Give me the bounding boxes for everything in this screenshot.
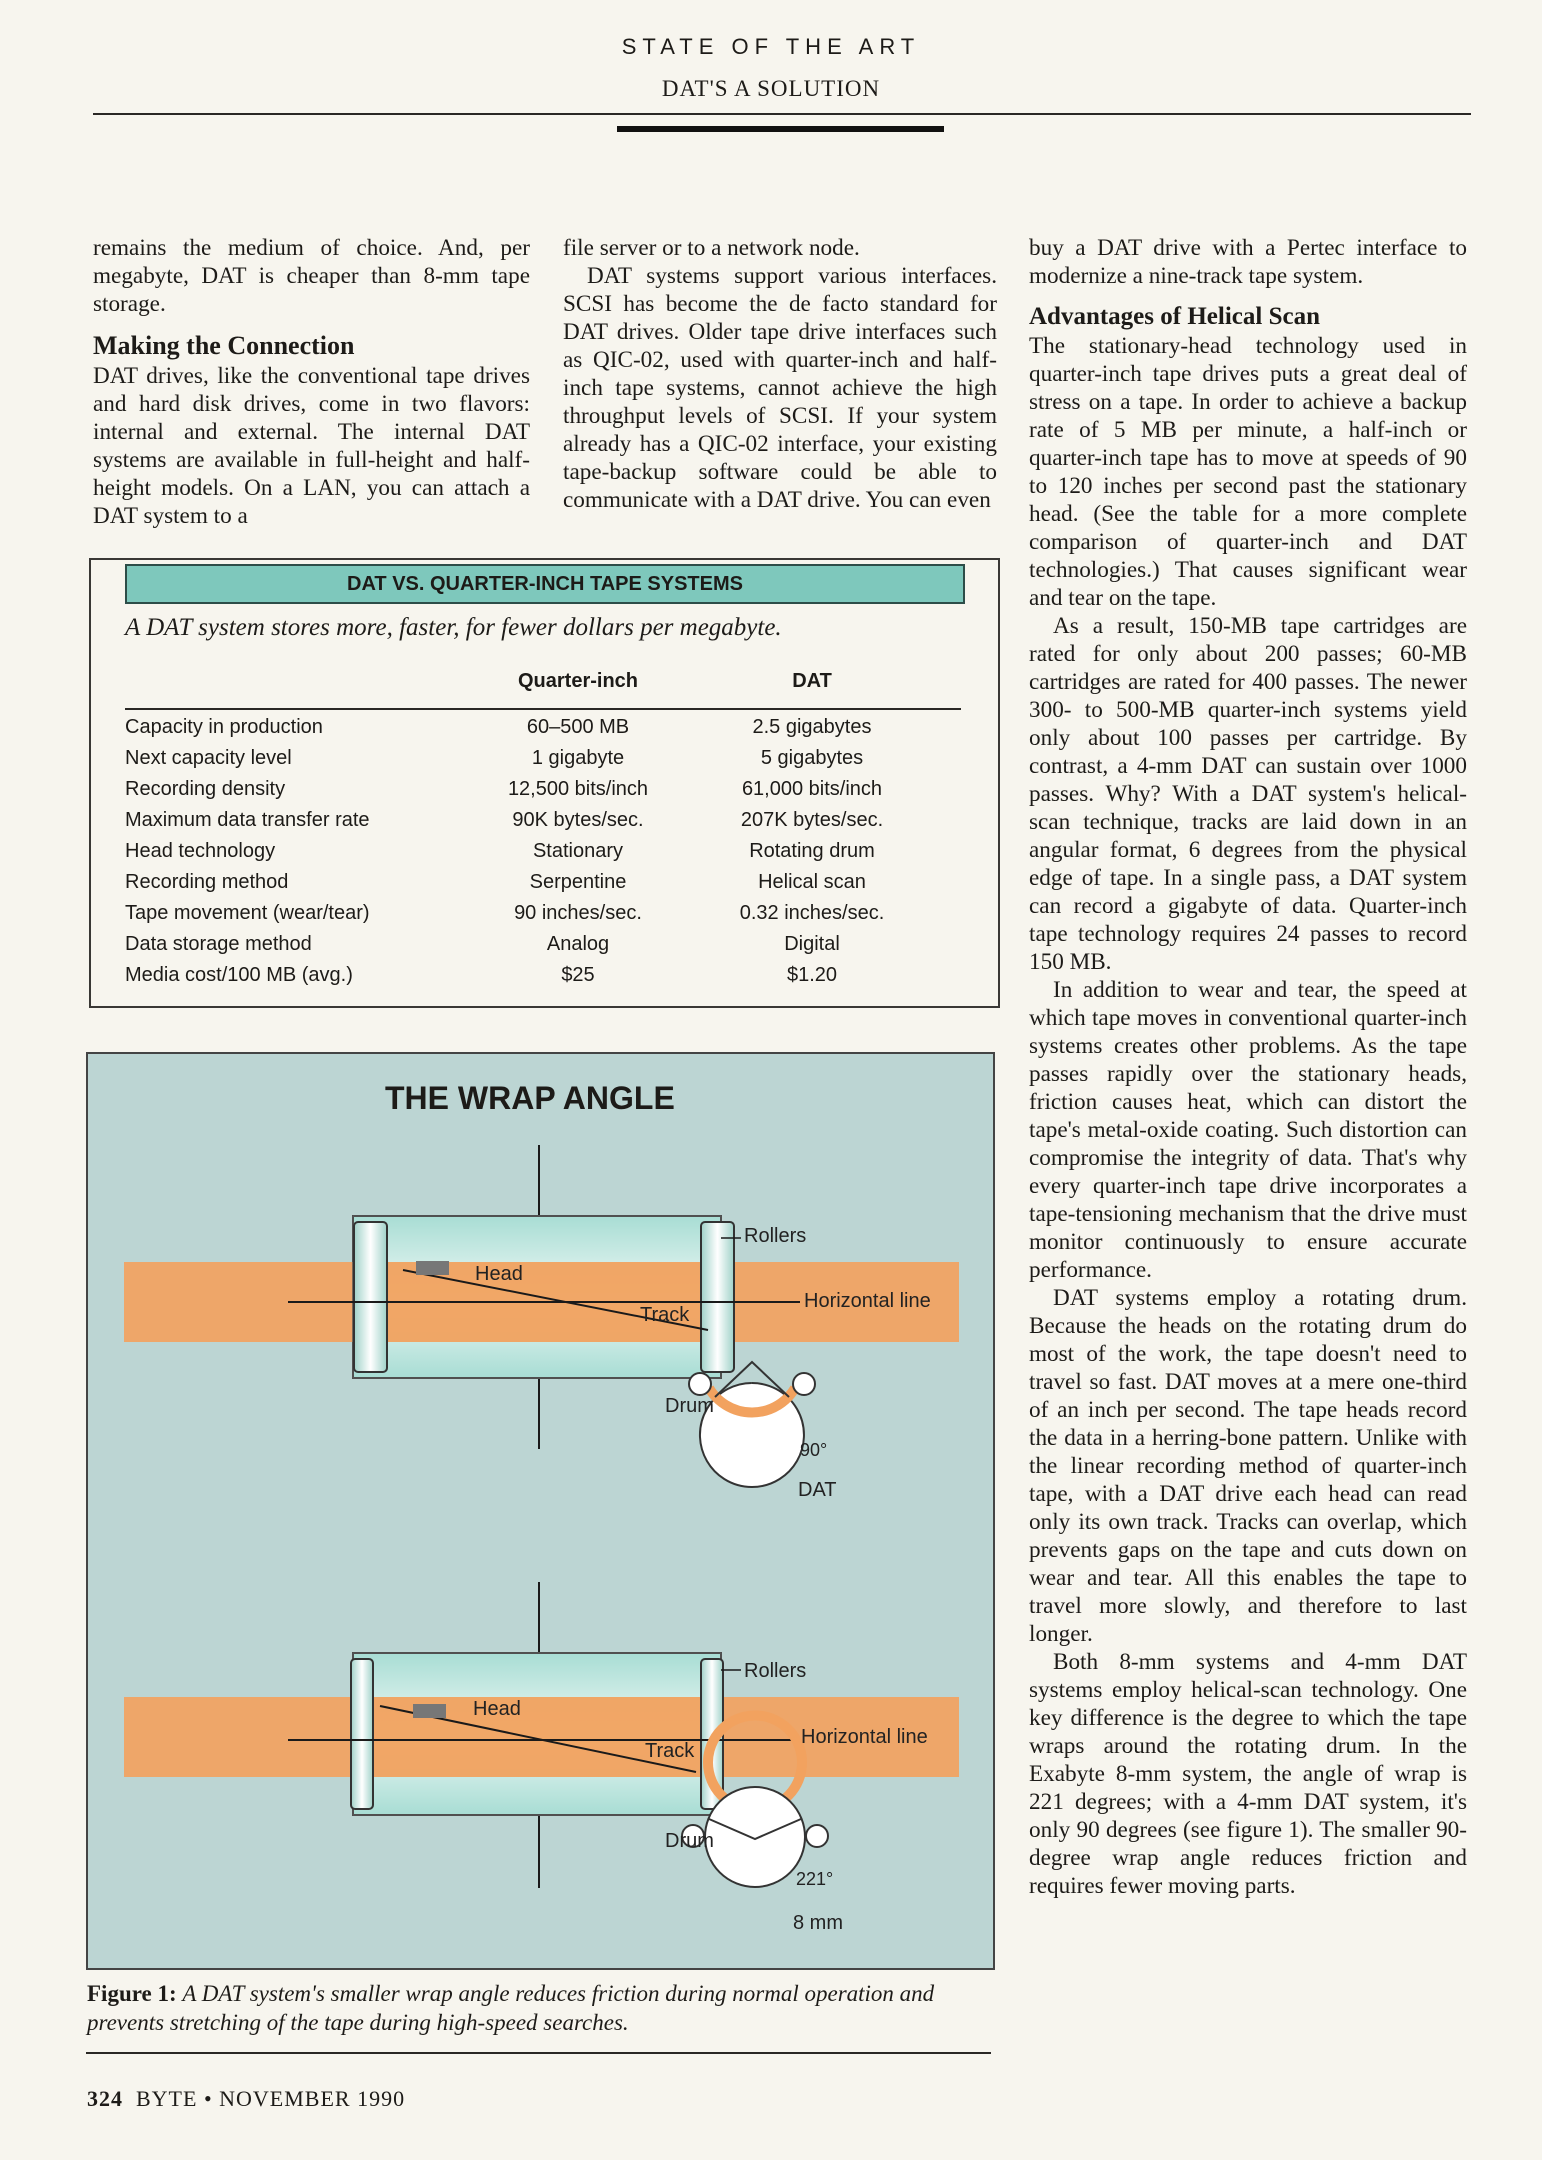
column-2 [563, 234, 997, 514]
label-system-8mm: 8 mm [793, 1912, 843, 1934]
paragraph: In addition to wear and tear, the speed at which tape moves in conventional quarter-inch systems creates other problems. As the tape passes rapidly over the stationary heads, friction causes heat, which can distort the tape's metal-oxide coating. Such distortion can compromise the integrity of data. That's why every quarter-inch tape drive incorporates a tape-tensioning mechanism that the drive must monitor continuously to ensure accurate performance. [1029, 977, 1467, 1283]
table-cell-quarter-inch: 12,500 bits/inch [507, 778, 649, 800]
wrap-angle-diagram [88, 1054, 993, 1968]
paragraph: file server or to a network node. [563, 235, 860, 261]
table-cell-quarter-inch: 90K bytes/sec. [512, 809, 644, 831]
paragraph: buy a DAT drive with a Pertec interface to modernize a nine-track tape system. [1029, 235, 1467, 289]
table-cell-dat: 2.5 gigabytes [752, 716, 872, 738]
figure-caption [87, 1979, 1007, 2037]
header-thick-rule [617, 126, 944, 132]
paragraph: DAT systems support various interfaces. SCSI has become the de facto standard for DAT drives. Older tape drive interfaces such as QIC-02, used with quarter-inch and half-inch tape systems, cannot achieve the high throughput levels of SCSI. If your system already has a QIC-02 interface, your existing tape-backup software could be able to communicate with a DAT drive. You can even [563, 263, 997, 513]
table-cell-dat: 61,000 bits/inch [741, 778, 883, 800]
table-row-label: Recording density [125, 778, 286, 800]
column-3 [1029, 234, 1467, 1900]
table-cell-quarter-inch: Serpentine [529, 871, 627, 893]
head-marker-top [416, 1261, 449, 1275]
label-angle-dat: 90° [800, 1440, 828, 1460]
table-row [125, 805, 961, 836]
footer-text: BYTE • NOVEMBER 1990 [136, 2086, 406, 2111]
table-row-label: Data storage method [125, 933, 312, 955]
roller-left-top [354, 1222, 387, 1372]
table-header-dat: DAT [792, 670, 832, 692]
table-header-rule [125, 708, 961, 710]
table-cell-dat: Rotating drum [749, 840, 875, 862]
table-row [125, 774, 961, 805]
subhead-helical-scan: Advantages of Helical Scan [1029, 303, 1320, 330]
label-rollers-top: Rollers [744, 1225, 807, 1247]
table-row [125, 743, 961, 774]
table-row-label: Maximum data transfer rate [125, 809, 370, 831]
paragraph: Both 8-mm systems and 4-mm DAT systems employ helical-scan technology. One key difference is the degree to which the tape wraps around the rotating drum. In the Exabyte 8-mm system, the angle of wrap is 221 degrees; with a 4-mm DAT system, it's only 90 degrees (see figure 1). The smaller 90-degree wrap angle reduces friction and requires fewer moving parts. [1029, 1649, 1467, 1899]
label-system-dat: DAT [798, 1479, 837, 1501]
paragraph: remains the medium of choice. And, per megabyte, DAT is cheaper than 8-mm tape storage. [93, 235, 530, 317]
running-head-section: DAT'S A SOLUTION [661, 76, 881, 101]
page-footer [87, 2086, 405, 2112]
header-rule [93, 113, 1471, 115]
table-header-quarter-inch: Quarter-inch [517, 670, 639, 692]
label-track-top: Track [640, 1304, 690, 1326]
roller-right-top [701, 1222, 734, 1372]
caption-label: Figure 1: [87, 1981, 177, 2006]
paragraph: DAT systems employ a rotating drum. Because the heads on the rotating drum do most of the work, the tape doesn't need to travel so fast. DAT moves at a mere one-third of an inch per second. The tape heads record the data in a herring-bone pattern. Unlike with the linear recording method of quarter-inch tape, with a DAT drive each head can read only its own track. Tracks can overlap, which prevents gaps on the tape and cuts down on wear and tear. All this enables the tape to travel more slowly, and therefore to last longer. [1029, 1285, 1467, 1647]
caption-text: A DAT system's smaller wrap angle reduces friction during normal operation and prevents stretching of the tape during high-speed searches. [87, 1981, 935, 2035]
table-row-label: Head technology [125, 840, 276, 862]
table-row [125, 929, 961, 960]
label-rollers-bottom: Rollers [744, 1660, 807, 1682]
table-cell-dat: 207K bytes/sec. [740, 809, 884, 831]
table-body [125, 712, 961, 991]
table-cell-dat: Helical scan [758, 871, 866, 893]
paragraph: The stationary-head technology used in quarter-inch tape drives puts a great deal of stress on a tape. In order to achieve a backup rate of 5 MB per minute, a half-inch or quarter-inch tape has to move at speeds of 90 to 120 inches per second past the stationary head. (See the table for a more complete comparison of quarter-inch and DAT technologies.) That causes significant wear and tear on the tape. [1029, 333, 1467, 611]
table-row-label: Media cost/100 MB (avg.) [125, 964, 353, 986]
table-row-label: Tape movement (wear/tear) [125, 902, 370, 924]
table-cell-quarter-inch: 1 gigabyte [531, 747, 625, 769]
head-marker-bottom [413, 1704, 446, 1718]
paragraph: As a result, 150-MB tape cartridges are rated for only about 200 passes; 60-MB cartridges are rated for 400 passes. The newer 300- to 500-MB quarter-inch systems yield only about 100 passes per cartridge. By contrast, a 4-mm DAT can sustain over 1000 passes. Why? With a DAT system's helical-scan technique, tracks are laid down in an angular format, 6 degrees from the physical edge of tape. In a single pass, a DAT system can record a gigabyte of data. Quarter-inch tape technology requires 24 passes to record 150 MB. [1029, 613, 1467, 975]
table-cell-quarter-inch: $25 [561, 964, 595, 986]
running-head-kicker: STATE OF THE ART [621, 34, 921, 59]
label-horizontal-line-bottom: Horizontal line [801, 1726, 928, 1748]
column-1 [93, 234, 530, 530]
table-title: DAT VS. QUARTER-INCH TAPE SYSTEMS [125, 564, 965, 604]
table-row-label: Recording method [125, 871, 289, 893]
table-cell-dat: 5 gigabytes [760, 747, 864, 769]
label-angle-8mm: 221° [796, 1869, 834, 1889]
label-head-top: Head [475, 1263, 523, 1285]
figure-wrap-angle [86, 1052, 995, 1970]
label-horizontal-line-top: Horizontal line [804, 1290, 931, 1312]
subhead-making-connection: Making the Connection [93, 331, 355, 360]
label-track-bottom: Track [645, 1740, 695, 1762]
table-row-label: Capacity in production [125, 716, 323, 738]
dat-diagram [124, 1216, 959, 1487]
table-cell-dat: $1.20 [786, 964, 838, 986]
8mm-diagram [124, 1653, 959, 1887]
table-row [125, 960, 961, 991]
table-cell-quarter-inch: 90 inches/sec. [514, 902, 642, 924]
figure-title: THE WRAP ANGLE [385, 1080, 675, 1116]
table-row [125, 712, 961, 743]
label-drum-bottom: Drum [665, 1830, 714, 1852]
table-subtitle: A DAT system stores more, faster, for fewer dollars per megabyte. [125, 614, 782, 641]
label-drum-top: Drum [665, 1395, 714, 1417]
table-row-label: Next capacity level [125, 747, 292, 769]
table-row [125, 867, 961, 898]
table-row [125, 836, 961, 867]
table-cell-dat: Digital [784, 933, 840, 955]
table-cell-quarter-inch: Stationary [532, 840, 624, 862]
caption-rule [86, 2052, 991, 2054]
table-row [125, 898, 961, 929]
label-head-bottom: Head [473, 1698, 521, 1720]
page-number: 324 [87, 2086, 123, 2111]
paragraph: DAT drives, like the conventional tape drives and hard disk drives, come in two flavors: internal and external. The internal DAT systems are available in full-height and half-height models. On a LAN, you can attach a DAT system to a [93, 363, 530, 529]
roller-left-bottom [351, 1659, 373, 1809]
table-cell-quarter-inch: 60–500 MB [526, 716, 630, 738]
table-cell-dat: 0.32 inches/sec. [739, 902, 885, 924]
table-cell-quarter-inch: Analog [546, 933, 610, 955]
